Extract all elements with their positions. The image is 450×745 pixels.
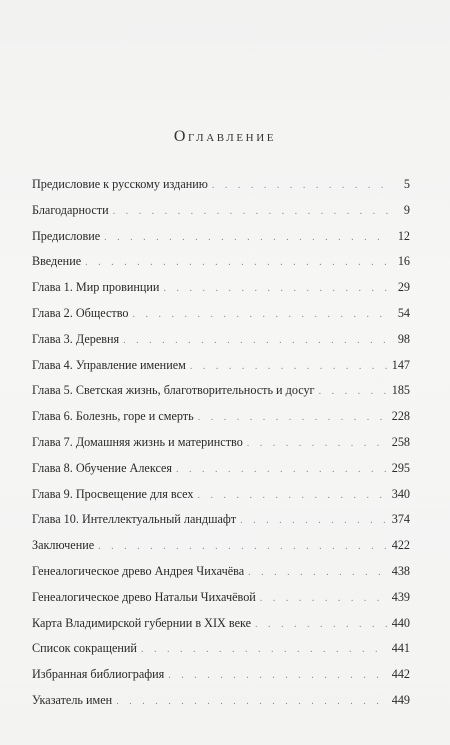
toc-entry-page-number: 441: [391, 641, 410, 656]
dot-leader: [198, 405, 388, 431]
toc-entry-label: Глава 4. Управление имением: [32, 357, 186, 372]
toc-entry: [32, 507, 410, 533]
dot-leader: [116, 689, 388, 715]
dot-leader: [190, 354, 388, 380]
toc-entry: [32, 533, 410, 559]
dot-leader: [197, 483, 387, 509]
toc-entry-page-number: 16: [397, 254, 410, 269]
toc-entry-page-number: 228: [391, 409, 410, 424]
toc-entry: [32, 611, 410, 637]
dot-leader: [260, 586, 388, 612]
toc-entry-page-number: 54: [397, 305, 410, 320]
toc-entry-label: Глава 6. Болезнь, горе и смерть: [32, 409, 194, 424]
dot-leader: [104, 225, 388, 251]
toc-entry-page-number: 185: [391, 383, 410, 398]
dot-leader: [123, 328, 388, 354]
dot-leader: [113, 199, 388, 225]
toc-entry: [32, 430, 410, 456]
toc-entry-label: Глава 3. Деревня: [32, 331, 120, 346]
toc-entry-label: Глава 8. Обучение Алексея: [32, 460, 173, 475]
toc-entry-page-number: 9: [403, 202, 410, 217]
toc-entry: [32, 688, 410, 714]
dot-leader: [132, 302, 388, 328]
toc-entry-page-number: 374: [391, 512, 410, 527]
dot-leader: [240, 508, 388, 534]
toc-entry-label: Избранная библиография: [32, 667, 165, 682]
dot-leader: [255, 612, 388, 638]
dot-leader: [98, 534, 388, 560]
toc-entry-label: Глава 7. Домашняя жизнь и материнство: [32, 434, 243, 449]
toc-entry-label: Глава 2. Общество: [32, 305, 129, 320]
toc-entry-label: Глава 9. Просвещение для всех: [32, 486, 194, 501]
dot-leader: [319, 379, 388, 405]
toc-entry-page-number: 422: [391, 538, 410, 553]
toc-entry-label: Генеалогическое древо Натальи Чихачёвой: [32, 589, 256, 604]
toc-entry-page-number: 12: [397, 228, 410, 243]
toc-entry-label: Предисловие к русскому изданию: [32, 177, 208, 191]
toc-entry: [32, 559, 410, 585]
toc-entry-label: Список сокращений: [32, 641, 137, 656]
toc-entry-page-number: 438: [391, 563, 410, 578]
toc-entry-label: Глава 1. Мир провинции: [32, 280, 160, 295]
dot-leader: [163, 276, 388, 302]
page-title: Оглавление: [173, 128, 277, 145]
dot-leader: [85, 250, 388, 276]
toc-entry-page-number: 295: [391, 460, 410, 475]
toc-entry-page-number: 442: [391, 667, 410, 682]
toc-entry-label: Глава 10. Интеллектуальный ландшафт: [32, 512, 237, 527]
dot-leader: [212, 173, 388, 199]
toc-entry-label: Введение: [32, 254, 82, 269]
toc-entry-label: Генеалогическое древо Андрея Чихачёва: [32, 563, 245, 578]
toc-entry-page-number: 29: [397, 280, 410, 295]
toc-entry-page-number: 5: [403, 177, 410, 191]
toc-entry-page-number: 258: [391, 434, 410, 449]
toc-entry-label: Глава 5. Светская жизнь, благотворительность и досуг: [32, 383, 315, 398]
toc-entry: [32, 327, 410, 353]
dot-leader: [248, 560, 388, 586]
toc-entry: [32, 301, 410, 327]
toc-entry-label: Заключение: [32, 538, 95, 553]
toc-entry: [32, 224, 410, 250]
toc-entry-page-number: 340: [391, 486, 410, 501]
toc-entry: [32, 275, 410, 301]
toc-entry: [32, 636, 410, 662]
toc-entry-page-number: 439: [391, 589, 410, 604]
toc-entry: [32, 249, 410, 275]
toc-entry-label: Карта Владимирской губернии в XIX веке: [32, 615, 252, 630]
toc-entry: [32, 378, 410, 404]
toc-entry-label: Предисловие: [32, 228, 101, 243]
dot-leader: [168, 663, 387, 689]
toc-entry-page-number: 440: [391, 615, 410, 630]
toc-entry: [32, 172, 410, 198]
toc-entry: [32, 585, 410, 611]
toc-entry: [32, 198, 410, 224]
toc-entry: [32, 353, 410, 379]
toc-entry: [32, 662, 410, 688]
toc-entry: [32, 404, 410, 430]
toc-entry: [32, 482, 410, 508]
toc-entry: [32, 456, 410, 482]
toc-entry-label: Указатель имен: [32, 692, 113, 707]
dot-leader: [141, 637, 388, 663]
toc-entry-page-number: 449: [391, 692, 410, 707]
table-of-contents: [32, 172, 410, 714]
toc-entry-page-number: 147: [391, 357, 410, 372]
dot-leader: [176, 457, 388, 483]
toc-entry-label: Благодарности: [32, 202, 109, 217]
dot-leader: [247, 431, 388, 457]
toc-entry-page-number: 98: [397, 331, 410, 346]
